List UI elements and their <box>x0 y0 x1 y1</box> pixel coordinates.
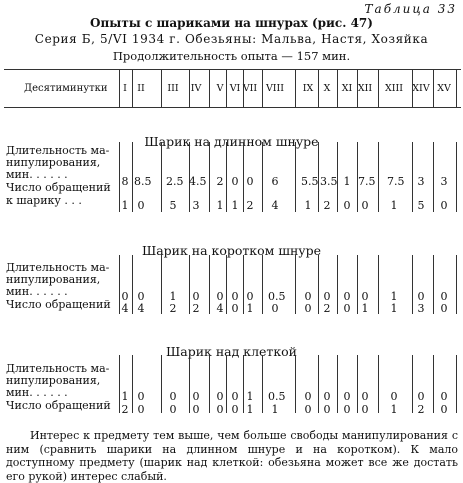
header-column-divider <box>262 69 263 107</box>
column-divider <box>412 355 413 413</box>
column-divider <box>433 355 434 413</box>
count-value: 0 <box>216 403 224 416</box>
count-value: 0 <box>169 403 177 416</box>
count-value: 0 <box>440 199 448 212</box>
duration-value: 6 <box>271 175 279 188</box>
header-column-divider <box>318 69 319 107</box>
column-header: XI <box>341 83 353 94</box>
column-header: X <box>323 83 331 94</box>
count-value: 1 <box>231 199 239 212</box>
row-label-duration: нипулирования, <box>6 374 101 387</box>
count-value: 2 <box>323 199 331 212</box>
duration-value: 1 <box>390 290 398 303</box>
header-bottom-rule <box>4 107 461 108</box>
duration-value: 0 <box>137 390 145 403</box>
count-value: 1 <box>361 302 369 315</box>
duration-value: 0 <box>361 290 369 303</box>
count-value: 1 <box>216 199 224 212</box>
column-divider <box>132 142 133 212</box>
count-value: 2 <box>323 302 331 315</box>
duration-value: 7.5 <box>387 175 405 188</box>
column-header: XIII <box>384 83 404 94</box>
duration-value: 0.5 <box>268 290 286 303</box>
count-value: 3 <box>192 199 200 212</box>
row-label-count: Число обращений <box>6 298 111 311</box>
count-value: 0 <box>192 403 200 416</box>
count-value: 0 <box>343 302 351 315</box>
section-title: Шарик на длинном шнуре <box>144 134 319 149</box>
header-column-divider <box>119 69 120 107</box>
duration-value: 0 <box>169 390 177 403</box>
column-divider <box>132 255 133 314</box>
table-title: Опыты с шариками на шнурах (рис. 47) <box>90 16 373 30</box>
header-column-divider <box>243 69 244 107</box>
duration-value: 0 <box>323 290 331 303</box>
column-header: XV <box>437 83 451 94</box>
duration-value: 0 <box>192 290 200 303</box>
count-value: 0 <box>231 403 239 416</box>
column-divider <box>456 355 457 413</box>
count-value: 2 <box>246 199 254 212</box>
duration-value: 0 <box>361 390 369 403</box>
column-divider <box>378 355 379 413</box>
column-divider <box>262 255 263 314</box>
count-value: 2 <box>192 302 200 315</box>
count-value: 5 <box>417 199 425 212</box>
column-divider <box>161 355 162 413</box>
count-value: 0 <box>231 302 239 315</box>
column-divider <box>161 142 162 212</box>
column-divider <box>456 255 457 314</box>
duration-value: 2.5 <box>166 175 184 188</box>
count-value: 1 <box>304 199 312 212</box>
header-column-divider <box>226 69 227 107</box>
column-header: II <box>137 83 145 94</box>
duration-value: 3.5 <box>320 175 338 188</box>
count-value: 0 <box>361 403 369 416</box>
duration-value: 0 <box>231 290 239 303</box>
duration-value: 8 <box>121 175 129 188</box>
header-column-divider <box>161 69 162 107</box>
duration-value: 0 <box>246 175 254 188</box>
count-value: 3 <box>417 302 425 315</box>
table-top-rule <box>4 69 461 70</box>
duration-value: 0 <box>121 290 129 303</box>
section-title: Шарик на коротком шнуре <box>141 243 322 258</box>
duration-value: 0 <box>216 390 224 403</box>
duration-value: 0 <box>216 290 224 303</box>
paragraph <box>6 429 458 483</box>
count-value: 1 <box>121 199 129 212</box>
section-title: Шарик над клеткой <box>165 344 298 359</box>
column-divider <box>337 255 338 314</box>
column-header: V <box>216 83 224 94</box>
header-column-divider <box>189 69 190 107</box>
count-value: 1 <box>390 199 398 212</box>
column-divider <box>209 142 210 212</box>
column-divider <box>209 255 210 314</box>
column-divider <box>378 255 379 314</box>
row-label-duration: Длительность ма- <box>6 362 110 375</box>
count-value: 1 <box>390 403 398 416</box>
header-column-divider <box>357 69 358 107</box>
count-value: 1 <box>271 403 279 416</box>
duration-value: 0.5 <box>268 390 286 403</box>
row-label-duration: нипулирования, <box>6 156 101 169</box>
row-label-count: Число обращений <box>6 399 111 412</box>
count-value: 0 <box>137 199 145 212</box>
column-divider <box>132 355 133 413</box>
count-value: 1 <box>246 403 254 416</box>
duration-value: 5.5 <box>301 175 319 188</box>
row-label-duration: Длительность ма- <box>6 144 110 157</box>
duration-value: 0 <box>343 390 351 403</box>
column-divider <box>295 142 296 212</box>
row-label-count: Число обращений <box>6 181 111 194</box>
column-header: IX <box>302 83 314 94</box>
column-divider <box>456 142 457 212</box>
count-value: 0 <box>440 403 448 416</box>
column-divider <box>262 355 263 413</box>
column-header: XIV <box>412 83 430 94</box>
duration-value: 0 <box>304 390 312 403</box>
column-divider <box>412 142 413 212</box>
header-column-divider <box>295 69 296 107</box>
header-column-divider <box>378 69 379 107</box>
count-value: 4 <box>216 302 224 315</box>
column-divider <box>337 355 338 413</box>
duration-value: 0 <box>343 290 351 303</box>
duration-value: 0 <box>192 390 200 403</box>
duration-value: 7.5 <box>358 175 376 188</box>
duration-value: 0 <box>231 390 239 403</box>
row-label-duration: нипулирования, <box>6 273 101 286</box>
series-line: Серия Б, 5/VI 1934 г. Обезьяны: Мальва, Настя, Хозяйка <box>34 32 429 46</box>
column-divider <box>433 142 434 212</box>
column-divider <box>295 255 296 314</box>
column-header: VIII <box>265 83 285 94</box>
count-value: 2 <box>121 403 129 416</box>
column-divider <box>433 255 434 314</box>
duration-value: 0 <box>323 390 331 403</box>
column-header: III <box>167 83 179 94</box>
duration-value: 0 <box>440 290 448 303</box>
column-header: XII <box>357 83 373 94</box>
table-number: Таблица 33 <box>364 2 457 16</box>
row-label-duration: мин. . . . . . <box>6 386 68 399</box>
count-value: 0 <box>323 403 331 416</box>
duration-value: 3 <box>440 175 448 188</box>
header-column-divider <box>337 69 338 107</box>
header-column-divider <box>456 69 457 107</box>
count-value: 0 <box>304 302 312 315</box>
column-header: IV <box>190 83 202 94</box>
count-value: 0 <box>271 302 279 315</box>
duration-value: 0 <box>246 290 254 303</box>
count-value: 1 <box>390 302 398 315</box>
duration-value: 3 <box>417 175 425 188</box>
count-value: 1 <box>246 302 254 315</box>
column-divider <box>161 255 162 314</box>
duration-value: 1 <box>169 290 177 303</box>
duration-value: 0 <box>231 175 239 188</box>
column-header: VI <box>229 83 241 94</box>
column-divider <box>295 355 296 413</box>
column-header: I <box>123 83 127 94</box>
count-value: 4 <box>137 302 145 315</box>
count-value: 0 <box>137 403 145 416</box>
row-label-count: к шарику . . . <box>6 194 82 207</box>
duration-value: 0 <box>417 290 425 303</box>
duration-value: 8.5 <box>134 175 152 188</box>
duration-value: 0 <box>390 390 398 403</box>
column-divider <box>318 355 319 413</box>
duration-value: 2 <box>216 175 224 188</box>
duration-value: 0 <box>440 390 448 403</box>
header-column-divider <box>209 69 210 107</box>
count-value: 0 <box>440 302 448 315</box>
count-value: 2 <box>417 403 425 416</box>
row-label-duration: мин. . . . . . <box>6 168 68 181</box>
column-divider <box>262 142 263 212</box>
duration-value: 1 <box>343 175 351 188</box>
duration-value: 1 <box>121 390 129 403</box>
column-header: VII <box>242 83 258 94</box>
count-value: 0 <box>304 403 312 416</box>
count-value: 4 <box>271 199 279 212</box>
duration-value: 0 <box>304 290 312 303</box>
count-value: 2 <box>169 302 177 315</box>
duration-value: 0 <box>417 390 425 403</box>
duration-value: 0 <box>137 290 145 303</box>
count-value: 5 <box>169 199 177 212</box>
column-divider <box>412 255 413 314</box>
header-column-divider <box>412 69 413 107</box>
column-divider <box>378 142 379 212</box>
duration-value: 4.5 <box>189 175 207 188</box>
duration-line: Продолжительность опыта — 157 мин. <box>112 49 351 63</box>
column-divider <box>318 255 319 314</box>
count-value: 0 <box>343 199 351 212</box>
count-value: 4 <box>121 302 129 315</box>
header-column-divider <box>433 69 434 107</box>
duration-value: 1 <box>246 390 254 403</box>
count-value: 0 <box>361 199 369 212</box>
header-column-divider <box>132 69 133 107</box>
paragraph-text: Интерес к предмету тем выше, чем больше свободы манипулирования с ним (сравнить шарики на длинном шнуре и на коротком). К мало доступному предмету (шарик над клеткой: обезьяна может все же достать его рукой) интерес слабый. <box>6 429 458 483</box>
row-label-duration: мин. . . . . . <box>6 285 68 298</box>
row-label-duration: Длительность ма- <box>6 261 110 274</box>
count-value: 0 <box>343 403 351 416</box>
column-divider <box>209 355 210 413</box>
column-header-label: Десятиминутки <box>24 83 108 94</box>
